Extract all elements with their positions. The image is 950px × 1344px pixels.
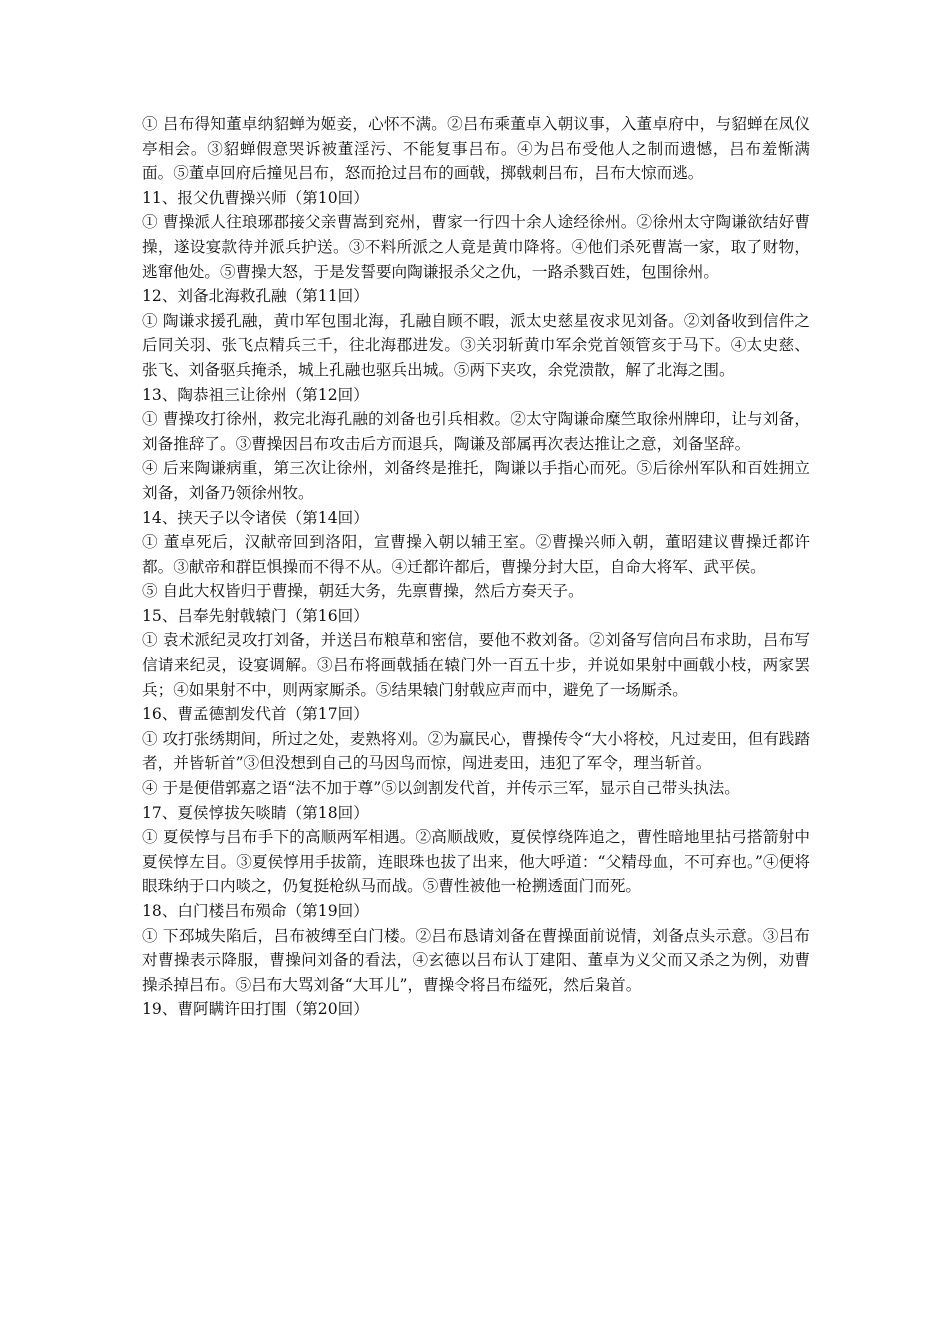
paragraph-14a: ① 董卓死后，汉献帝回到洛阳，宣曹操入朝以辅王室。②曹操兴师入朝，董昭建议曹操迁都许都。③献帝和群臣惧操而不得不从。④迁都许都后，曹操分封大臣，自命大将军、武平侯。 <box>142 533 810 576</box>
paragraph-16b: ④ 于是便借郭嘉之语“法不加于尊”⑤以剑割发代首，并传示三军，显示自己带头执法。 <box>142 779 740 798</box>
paragraph-18: ① 下邳城失陷后，吕布被缚至白门楼。②吕布恳请刘备在曹操面前说情，刘备点头示意。③吕布对曹操表示降服，曹操问刘备的看法，④玄德以吕布认丁建阳、董卓为义父而又杀之为例，劝曹操杀掉吕布。⑤吕布大骂刘备“大耳儿”，曹操令将吕布缢死，然后枭首。 <box>142 926 810 994</box>
paragraph-14b: ⑤ 自此大权皆归于曹操，朝廷大务，先禀曹操，然后方奏天子。 <box>142 582 584 601</box>
paragraph-17: ① 夏侯惇与吕布手下的高顺两军相遇。②高顺战败，夏侯惇绕阵追之，曹性暗地里拈弓搭箭射中夏侯惇左目。③夏侯惇用手拔箭，连眼珠也拔了出来，他大呼道：“父精母血，不可弃也。”④便将眼珠纳于口内啖之，仍复挺枪纵马而战。⑤曹性被他一枪搠透面门而死。 <box>142 828 810 896</box>
section-heading-17: 17、夏侯惇拔矢啖睛（第18回） <box>142 803 369 822</box>
section-heading-18: 18、白门楼吕布殒命（第19回） <box>142 902 369 920</box>
section-heading-11: 11、报父仇曹操兴师（第10回） <box>142 188 369 207</box>
section-heading-14: 14、挟天子以令诸侯（第14回） <box>142 508 369 527</box>
section-heading-13: 13、陶恭祖三让徐州（第12回） <box>142 385 369 404</box>
paragraph-12: ① 陶谦求援孔融，黄巾军包围北海，孔融自顾不暇，派太史慈星夜求见刘备。②刘备收到信件之后同关羽、张飞点精兵三千，往北海郡进发。③关羽斩黄巾军余党首领管亥于马下。④太史慈、张飞、刘备驱兵掩杀，城上孔融也驱兵出城。⑤两下夹攻，余党溃散，解了北海之围。 <box>142 311 810 379</box>
section-heading-16: 16、曹孟德割发代首（第17回） <box>142 705 369 724</box>
paragraph-15: ① 袁术派纪灵攻打刘备，并送吕布粮草和密信，要他不救刘备。②刘备写信向吕布求助，吕布写信请来纪灵，设宴调解。③吕布将画戟插在辕门外一百五十步，并说如果射中画戟小枝，两家罢兵；④如果射不中，则两家厮杀。⑤结果辕门射戟应声而中，避免了一场厮杀。 <box>142 631 810 699</box>
paragraph-13a: ① 曹操攻打徐州，救完北海孔融的刘备也引兵相救。②太守陶谦命糜竺取徐州牌印，让与刘备，刘备推辞了。③曹操因吕布攻击后方而退兵，陶谦及部属再次表达推让之意，刘备坚辞。 <box>142 410 810 453</box>
document-body <box>142 112 810 1022</box>
paragraph-11: ① 曹操派人往琅琊郡接父亲曹嵩到兖州，曹家一行四十余人途经徐州。②徐州太守陶谦欲结好曹操，遂设宴款待并派兵护送。③不料所派之人竟是黄巾降将。④他们杀死曹嵩一家，取了财物，逃窜他处。⑤曹操大怒，于是发誓要向陶谦报杀父之仇，一路杀戮百姓，包围徐州。 <box>142 213 810 281</box>
section-heading-12: 12、刘备北海救孔融（第11回） <box>142 287 369 306</box>
paragraph-16a: ① 攻打张绣期间，所过之处，麦熟将刈。②为赢民心，曹操传令“大小将校，凡过麦田，但有践踏者，并皆斩首”③但没想到自己的马因鸟而惊，闯进麦田，违犯了军令，理当斩首。 <box>142 729 810 773</box>
paragraph-13b: ④ 后来陶谦病重，第三次让徐州，刘备终是推托，陶谦以手指心而死。⑤后徐州军队和百姓拥立刘备，刘备乃领徐州牧。 <box>142 459 810 502</box>
section-heading-15: 15、吕奉先射戟辕门（第16回） <box>142 606 369 625</box>
paragraph-diaochan: ① 吕布得知董卓纳貂蝉为姬妾，心怀不满。②吕布乘董卓入朝议事，入董卓府中，与貂蝉在凤仪亭相会。③貂蝉假意哭诉被董淫污、不能复事吕布。④为吕布受他人之制而遗憾，吕布羞惭满面。⑤董卓回府后撞见吕布，怒而抢过吕布的画戟，掷戟刺吕布，吕布大惊而逃。 <box>142 115 810 183</box>
section-heading-19: 19、曹阿瞒许田打围（第20回） <box>142 1000 369 1019</box>
